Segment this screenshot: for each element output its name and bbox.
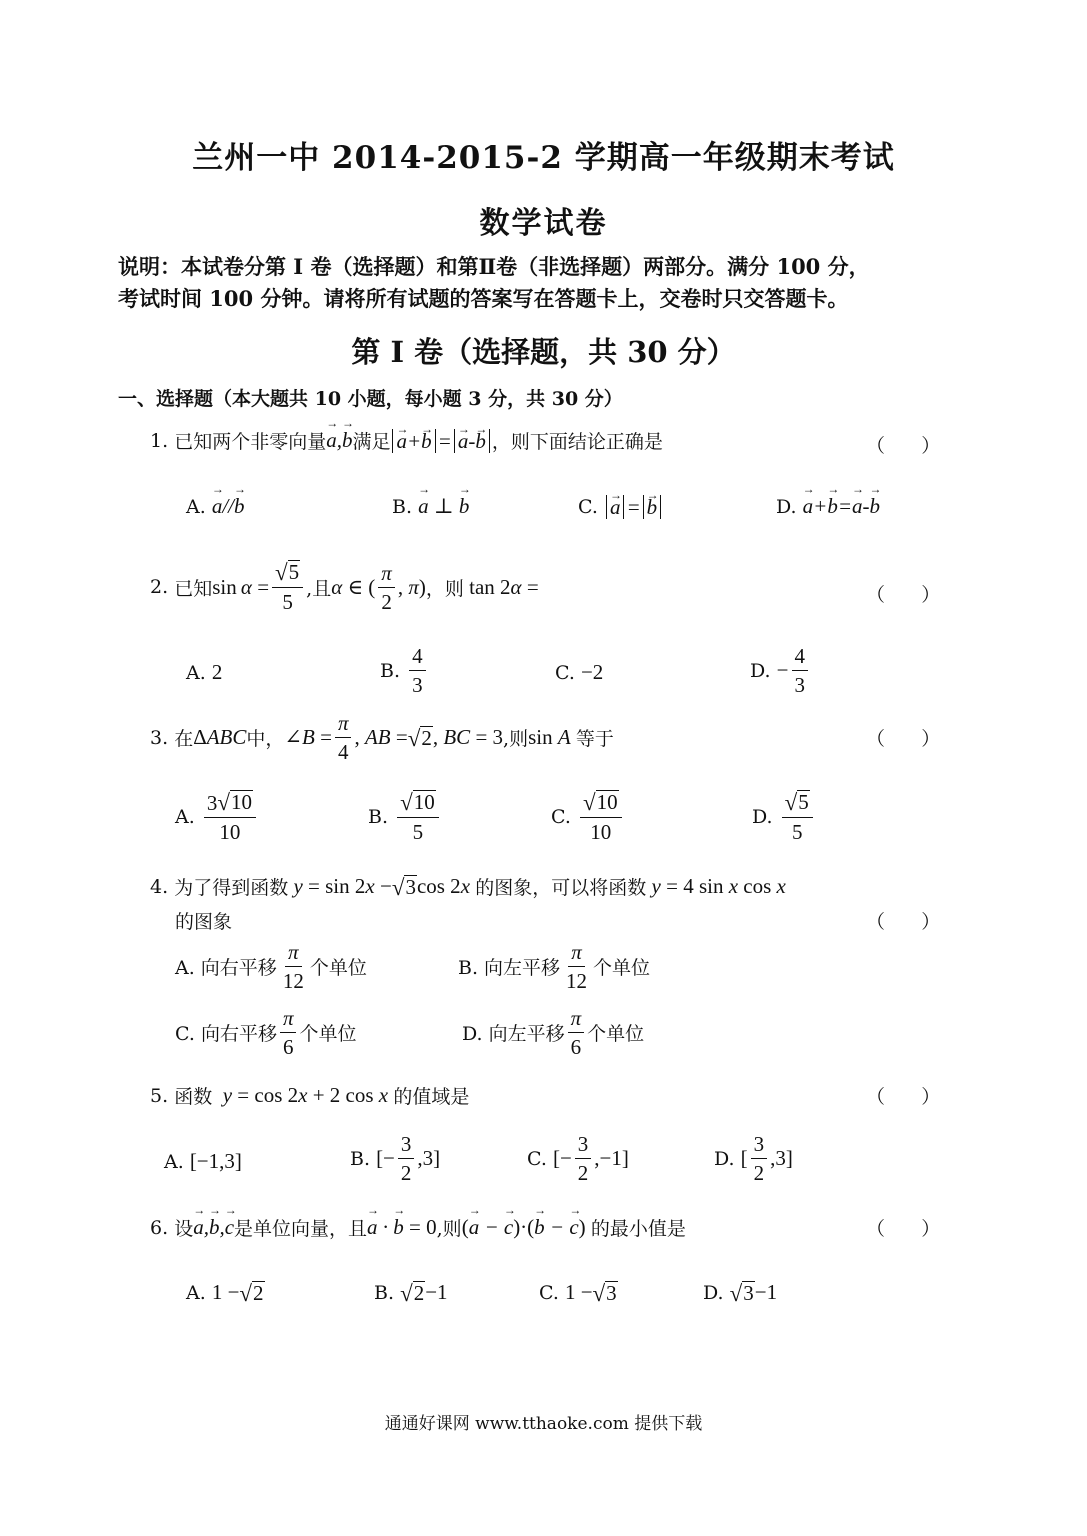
q1-option-b: B. → a ⊥ → b <box>392 494 469 519</box>
question-4-line-2: 的图象 <box>175 911 233 933</box>
question-5: 5. 函数 y = cos 2x + 2 cos x 的值域是 <box>150 1083 470 1108</box>
question-number: 4. <box>150 875 169 898</box>
exam-title: 兰州一中 2014-2015-2 学期高一年级期末考试 <box>192 140 895 176</box>
instructions-line-2: 考试时间 100 分钟。请将所有试题的答案写在答题卡上，交卷时只交答题卡。 <box>118 286 849 311</box>
instructions-line-1: 说明：本试卷分第 I 卷（选择题）和第Ⅱ卷（非选择题）两部分。满分 100 分， <box>118 254 870 279</box>
q3-option-b: B. √ 10 5 <box>368 790 442 844</box>
q4-option-d: D. 向左平移 $\frac{\pi}{6}$ 个单位 <box>462 1006 645 1059</box>
question-number: 1. <box>150 429 169 452</box>
part-title: 一、选择题（本大题共 10 小题，每小题 3 分，共 30 分） <box>118 388 623 410</box>
q4-option-a: A. 向右平移 $\frac{\pi}{12}$ 个单位 <box>175 940 367 993</box>
q5-option-d: D. [ $\frac{3}{2}$ ,3] <box>714 1132 793 1185</box>
q3-option-d: D. √ 5 5 <box>752 790 816 844</box>
q1-option-d: D. → a+→ b=→ a-→ b <box>776 494 880 519</box>
q5-option-b: B. [− $\frac{3}{2}$ ,3] <box>350 1132 441 1185</box>
section-heading: 第 I 卷（选择题，共 30 分） <box>351 335 736 369</box>
answer-bracket: （ ） <box>866 1218 941 1240</box>
answer-bracket: （ ） <box>866 1086 941 1108</box>
q2-option-a: A. 2 <box>186 660 223 684</box>
answer-bracket: （ ） <box>866 584 941 606</box>
q5-option-a: A. [−1,3] <box>164 1149 242 1173</box>
question-number: 2. <box>150 576 169 598</box>
question-3: 3. 在 ΔABC 中， ∠B = $\frac{\pi}{4}$ , AB = √ 2 , BC = 3 ,则 sin A 等于 <box>150 711 614 764</box>
q6-option-a: A. 1 − √ 2 <box>186 1280 264 1306</box>
exam-subtitle: 数学试卷 <box>479 206 608 241</box>
footer-source: 通通好课网 www.tthaoke.com 提供下载 <box>384 1414 703 1434</box>
q1-option-a: A. → a//→ b <box>186 494 244 519</box>
q6-option-d: D. √ 3 −1 <box>703 1280 778 1306</box>
q2-option-c: C. −2 <box>555 660 604 684</box>
question-number: 6. <box>150 1216 169 1239</box>
question-1: 1. 已知两个非零向量 → a,→ b 满足 → a+→ b =→ a-→ b ，则下面结论正确是 <box>150 427 663 454</box>
q3-option-c: C. √ 10 10 <box>551 790 625 844</box>
q2-option-d: D. − $\frac{4}{3}$ <box>750 644 811 697</box>
q1-option-c: C. → a =→ b <box>578 494 663 520</box>
answer-bracket: （ ） <box>866 728 941 750</box>
q5-option-c: C. [− $\frac{3}{2}$ ,−1] <box>527 1132 629 1185</box>
q4-option-c: C. 向右平移 $\frac{\pi}{6}$ 个单位 <box>175 1006 357 1059</box>
question-2: 2. 已知 sin α = √ 5 5 ,且 α ∈ ( $\frac{\pi}{2}$ , π) ，则 tan 2α = <box>150 560 539 614</box>
question-number: 5. <box>150 1084 169 1107</box>
q6-option-c: C. 1 − √ 3 <box>539 1280 617 1306</box>
q3-option-a: A. 3 √ 10 10 <box>175 790 259 844</box>
answer-bracket: （ ） <box>866 911 941 933</box>
q2-option-b: B. $\frac{4}{3}$ <box>380 644 429 697</box>
question-4: 4. 为了得到函数 y = sin 2x − √ 3 cos 2x 的图象，可以将函数 y = 4 sin x cos x <box>150 874 786 900</box>
question-6: 6. 设 → a,→ b,→ c 是单位向量，且 → a · → b = 0 ,则 (→ a − → c)·(→ b − → c) 的最小值是 <box>150 1214 686 1241</box>
q4-option-b: B. 向左平移 $\frac{\pi}{12}$ 个单位 <box>458 940 651 993</box>
question-number: 3. <box>150 726 169 749</box>
q6-option-b: B. √ 2 −1 <box>374 1280 448 1306</box>
answer-bracket: （ ） <box>866 435 941 457</box>
